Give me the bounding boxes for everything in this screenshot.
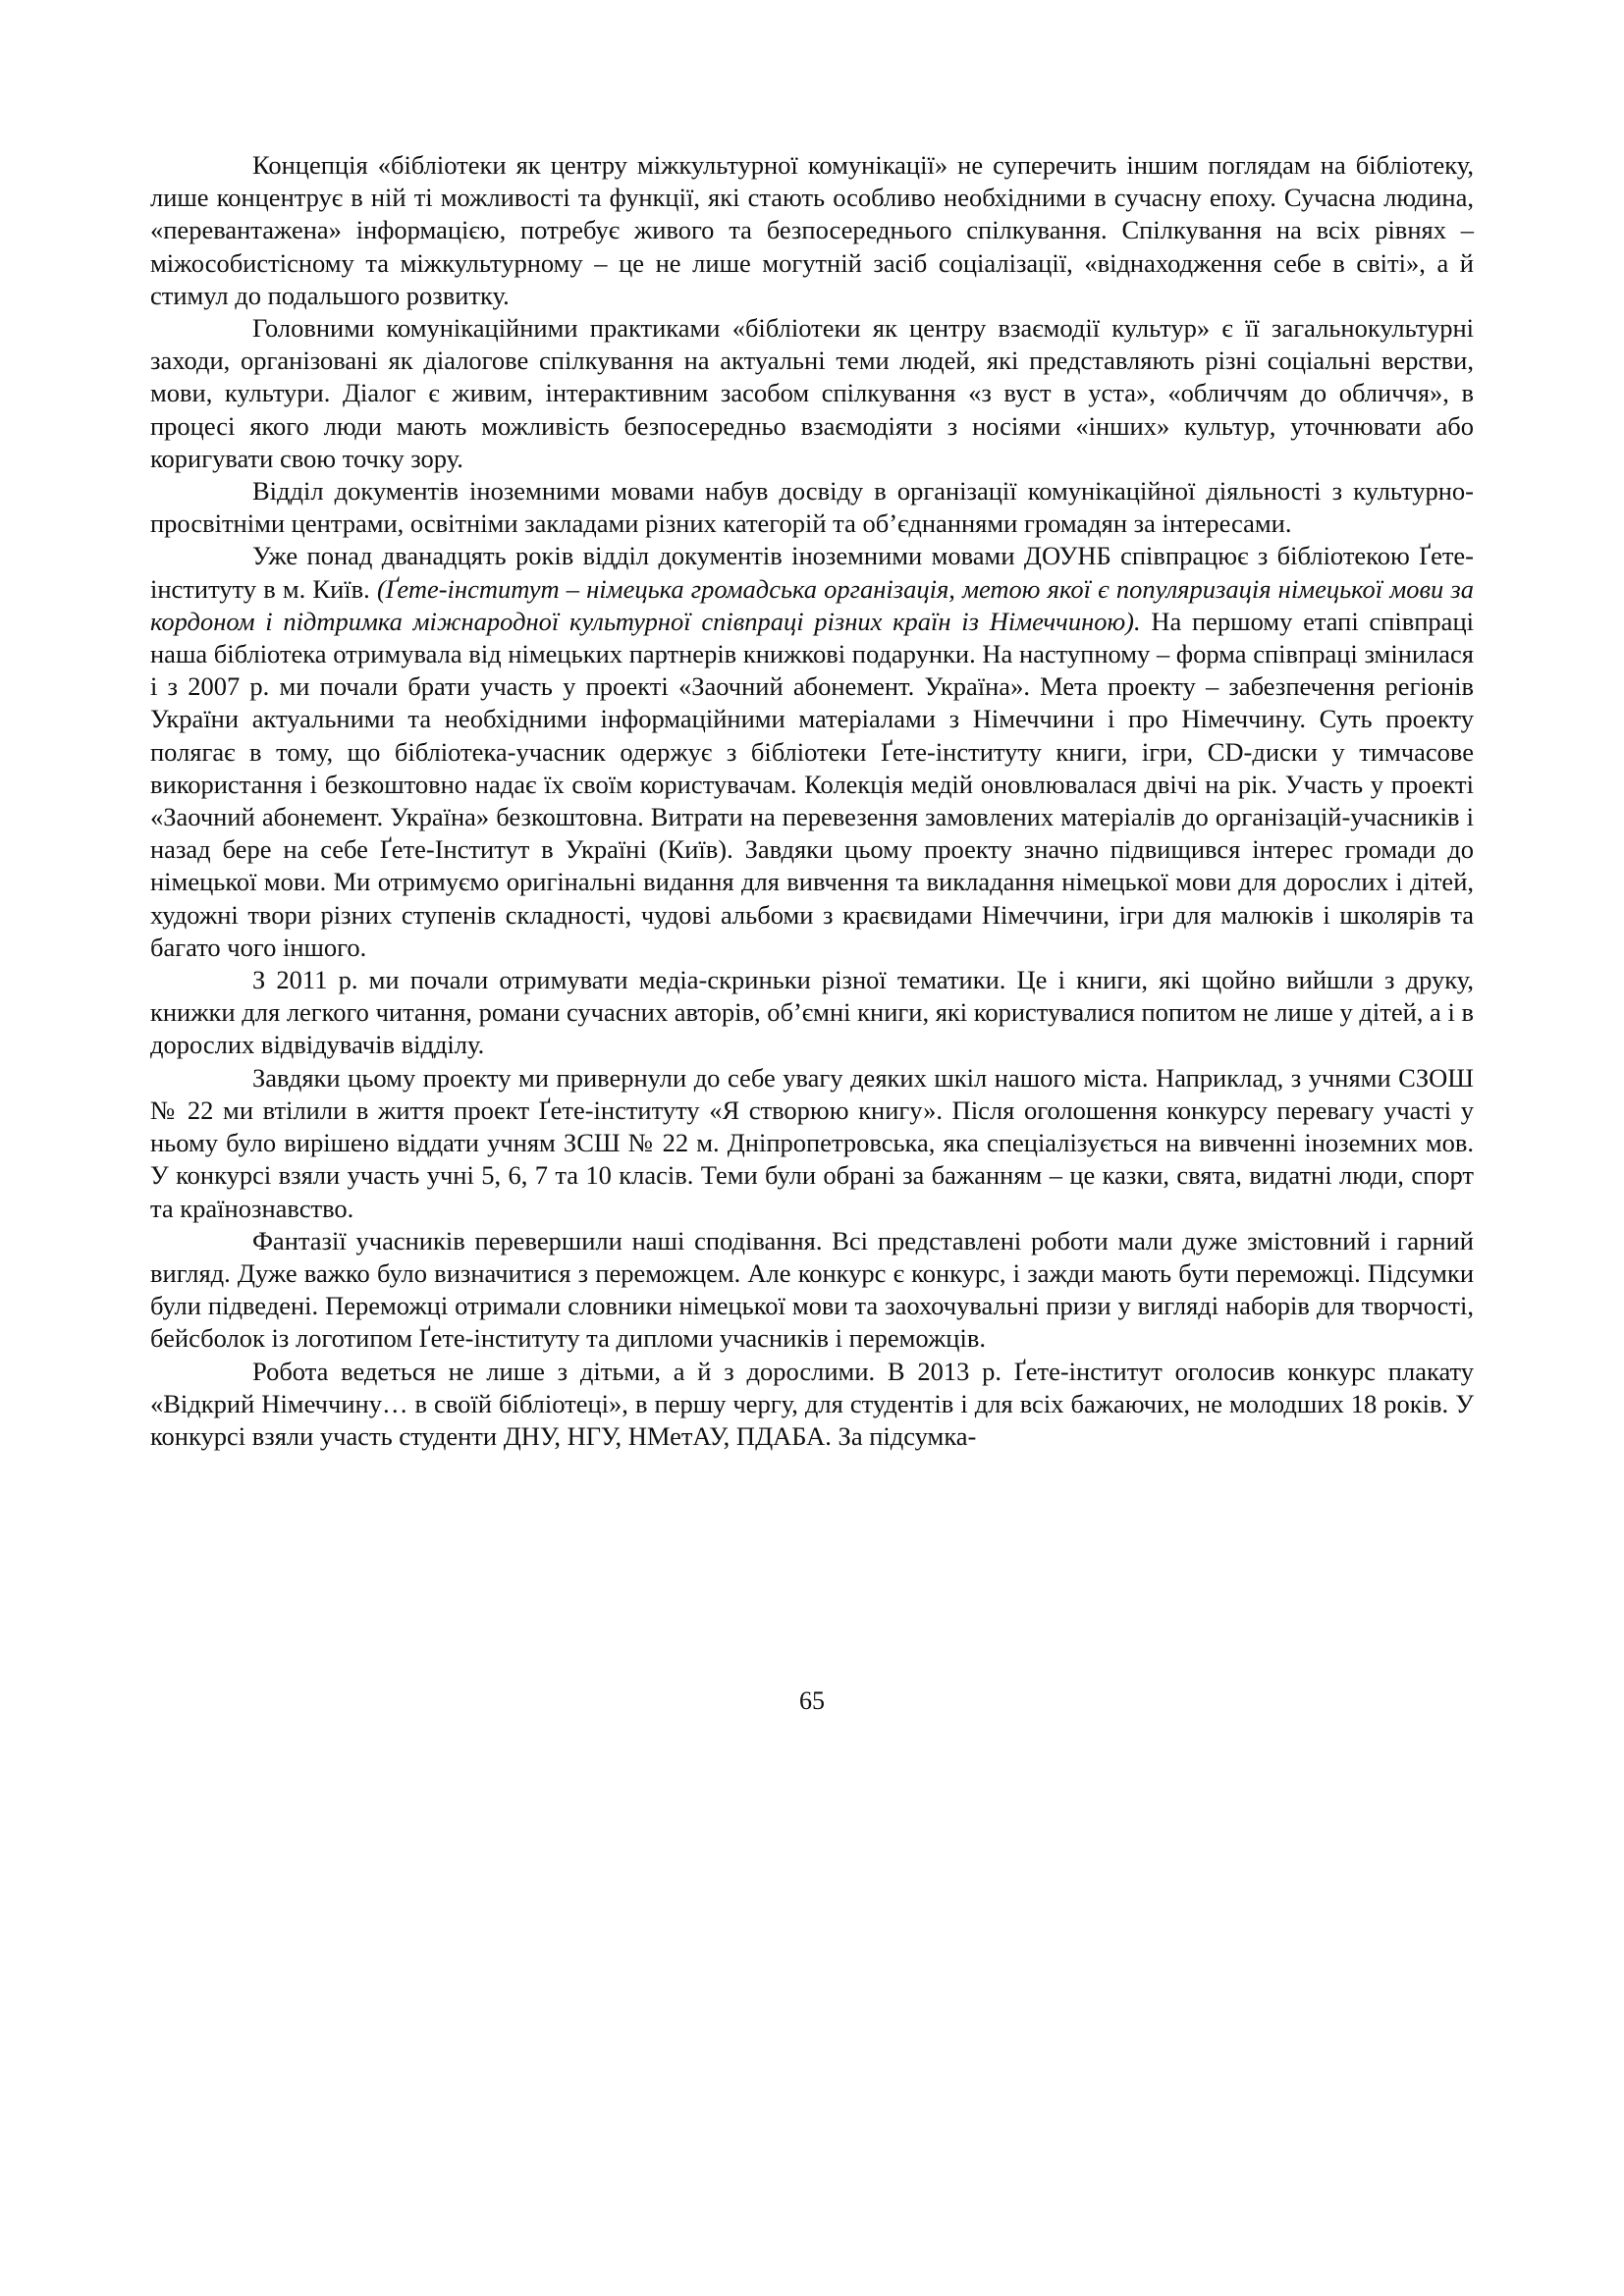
goethe-project-text: На першому етапі співпраці наша бібліотека отримувала від німецьких партнерів книжкові подарунки. На наступному – форма співпраці змінилася і з 2007 р. ми почали брати участь у проекті «Заочний абонемент. Україна». Мета проекту – забезпечення регіонів України актуальними та необхідними інформаційними матеріалами з Німеччини і про Німеччину. Суть проекту полягає в тому, що бібліотека-учасник одержує з бібліотеки Ґете-інституту книги, ігри, CD-диски у тимчасове використання і безкоштовно надає їх своїм користувачам. Колекція медій оновлювалася двічі на рік. Участь у проекті «Заочний абонемент. Україна» безкоштовна. Витрати на перевезення замовлених матеріалів до організацій-учасників і назад бере на себе Ґете-Інститут в Україні (Київ). Завдяки цьому проекту значно підвищився інтерес громади до німецької мови. Ми отримуємо оригінальні видання для вивчення та викладання німецької мови для дорослих і дітей, художні твори різних ступенів складності, чудові альбоми з краєвидами Німеччини, ігри для малюків і школярів та багато чого іншого. xyxy=(150,606,1474,962)
paragraph-school-project: Завдяки цьому проекту ми привернули до себе увагу деяких шкіл нашого міста. Наприклад, з учнями СЗОШ № 22 ми втілили в життя проект Ґете-інституту «Я створюю книгу». Після оголошення конкурсу перевагу участі у ньому було вирішено віддати учням ЗСШ № 22 м. Дніпропетровська, яка спеціалізується на вивченні іноземних мов. У конкурсі взяли участь учні 5, 6, 7 та 10 класів. Теми були обрані за бажанням – це казки, свята, видатні люди, спорт та країнознавство. xyxy=(150,1062,1474,1223)
paragraph-contest-results: Фантазії учасників перевершили наші сподівання. Всі представлені роботи мали дуже змістовний і гарний вигляд. Дуже важко було визначитися з переможцем. Але конкурс є конкурс, і зажди мають бути переможці. Підсумки були підведені. Переможці отримали словники німецької мови та заохочувальні призи у вигляді наборів для творчості, бейсболок із логотипом Ґете-інституту та дипломи учасників і переможців. xyxy=(150,1225,1474,1354)
paragraph-communication-practices: Головними комунікаційними практиками «бібліотеки як центру взаємодії культур» є її загальнокультурні заходи, організовані як діалогове спілкування на актуальні теми людей, які представляють різні соціальні верстви, мови, культури. Діалог є живим, інтерактивним засобом спілкування «з вуст в уста», «обличчям до обличчя», в процесі якого люди мають можливість безпосередньо взаємодіяти з носіями «інших» культур, уточнювати або коригувати свою точку зору. xyxy=(150,313,1474,473)
paragraph-department-experience: Відділ документів іноземними мовами набув досвіду в організації комунікаційної діяльності з культурно-просвітніми центрами, освітніми закладами різних категорій та об’єднаннями громадян за інтересами. xyxy=(150,476,1474,539)
paragraph-adult-contest: Робота ведеться не лише з дітьми, а й з дорослими. В 2013 р. Ґете-інститут оголосив конкурс плакату «Відкрий Німеччину… в своїй бібліотеці», в першу чергу, для студентів і для всіх бажаючих, не молодших 18 років. У конкурсі взяли участь студенти ДНУ, НГУ, НМетАУ, ПДАБА. За підсумка- xyxy=(150,1356,1474,1451)
paragraph-media-boxes: З 2011 р. ми почали отримувати медіа-скриньки різної тематики. Це і книги, які щойно вийшли з друку, книжки для легкого читання, романи сучасних авторів, об’ємні книги, які користувалися попитом не лише у дітей, а і в дорослих відвідувачів відділу. xyxy=(150,965,1474,1060)
goethe-italic-note: (Ґете-інститут – німецька громадська організація, метою якої є популяризація німецької мови за кордоном і підтримка міжнародної культурної співпраці різних країн із Німеччиною). xyxy=(150,573,1474,636)
paragraph-library-concept: Концепція «бібліотеки як центру міжкультурної комунікації» не суперечить іншим поглядам на бібліотеку, лише концентрує в ній ті можливості та функції, які стають особливо необхідними в сучасну епоху. Сучасна людина, «перевантажена» інформацією, потребує живого та безпосереднього спілкування. Спілкування на всіх рівнях – міжособистісному та міжкультурному – це не лише могутній засіб соціалізації, «віднаходження себе в світі», а й стимул до подальшого розвитку. xyxy=(150,150,1474,310)
page-number: 65 xyxy=(799,1686,825,1715)
body-text xyxy=(150,149,1474,1453)
paragraph-goethe-cooperation xyxy=(150,540,1474,964)
goethe-intro-text: Уже понад дванадцять років відділ документів іноземними мовами ДОУНБ співпрацює з бібліотекою Ґете-інституту в м. Київ. xyxy=(150,541,1474,604)
